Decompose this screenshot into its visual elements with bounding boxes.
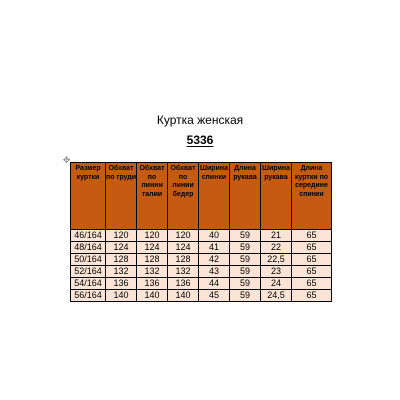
- table-cell: 132: [137, 266, 168, 278]
- header-cell: Ширина спинки: [199, 163, 230, 230]
- header-cell: Обхват по линии бедер: [168, 163, 199, 230]
- table-cell: 54/164: [71, 278, 106, 290]
- header-cell: Ширина рукава: [261, 163, 292, 230]
- table-cell: 22: [261, 242, 292, 254]
- table-cell: 46/164: [71, 230, 106, 242]
- table-cell: 136: [168, 278, 199, 290]
- table-cell: 41: [199, 242, 230, 254]
- table-cell: 59: [230, 290, 261, 302]
- header-cell: Обхват по линии талии: [137, 163, 168, 230]
- move-handle-icon[interactable]: ✥: [62, 155, 71, 165]
- table-cell: 59: [230, 254, 261, 266]
- table-cell: 59: [230, 230, 261, 242]
- table-cell: 128: [168, 254, 199, 266]
- table-cell: 24,5: [261, 290, 292, 302]
- table-cell: 128: [106, 254, 137, 266]
- table-cell: 59: [230, 242, 261, 254]
- header-cell: Длина куртки по середине спинки: [292, 163, 332, 230]
- table-cell: 65: [292, 290, 332, 302]
- header-cell: Обхват по груди: [106, 163, 137, 230]
- table-cell: 140: [168, 290, 199, 302]
- table-cell: 44: [199, 278, 230, 290]
- table-cell: 65: [292, 242, 332, 254]
- table-cell: 22,5: [261, 254, 292, 266]
- table-cell: 42: [199, 254, 230, 266]
- model-code: 5336: [186, 133, 214, 147]
- size-table: [70, 162, 332, 302]
- table-row: [71, 278, 332, 290]
- header-cell: Длина рукава: [230, 163, 261, 230]
- table-row: [71, 254, 332, 266]
- table-row: [71, 290, 332, 302]
- table-cell: 136: [106, 278, 137, 290]
- table-cell: 65: [292, 230, 332, 242]
- table-cell: 140: [137, 290, 168, 302]
- page-title: Куртка женская: [156, 113, 244, 127]
- table-cell: 59: [230, 278, 261, 290]
- table-cell: 43: [199, 266, 230, 278]
- table-cell: 45: [199, 290, 230, 302]
- table-cell: 59: [230, 266, 261, 278]
- header-cell: Размер куртки: [71, 163, 106, 230]
- table-cell: 23: [261, 266, 292, 278]
- table-cell: 40: [199, 230, 230, 242]
- table-cell: 124: [106, 242, 137, 254]
- table-cell: 65: [292, 266, 332, 278]
- table-cell: 48/164: [71, 242, 106, 254]
- table-row: [71, 230, 332, 242]
- table-cell: 124: [137, 242, 168, 254]
- table-cell: 120: [106, 230, 137, 242]
- table-cell: 65: [292, 278, 332, 290]
- table-cell: 56/164: [71, 290, 106, 302]
- table-cell: 120: [137, 230, 168, 242]
- table-cell: 136: [137, 278, 168, 290]
- table-cell: 24: [261, 278, 292, 290]
- table-cell: 140: [106, 290, 137, 302]
- table-cell: 132: [168, 266, 199, 278]
- table-cell: 132: [106, 266, 137, 278]
- table-cell: 124: [168, 242, 199, 254]
- table-cell: 52/164: [71, 266, 106, 278]
- table-row: [71, 266, 332, 278]
- table-row: [71, 242, 332, 254]
- table-cell: 21: [261, 230, 292, 242]
- table-cell: 50/164: [71, 254, 106, 266]
- table-cell: 128: [137, 254, 168, 266]
- table-cell: 65: [292, 254, 332, 266]
- table-header-row: [71, 163, 332, 230]
- table-cell: 120: [168, 230, 199, 242]
